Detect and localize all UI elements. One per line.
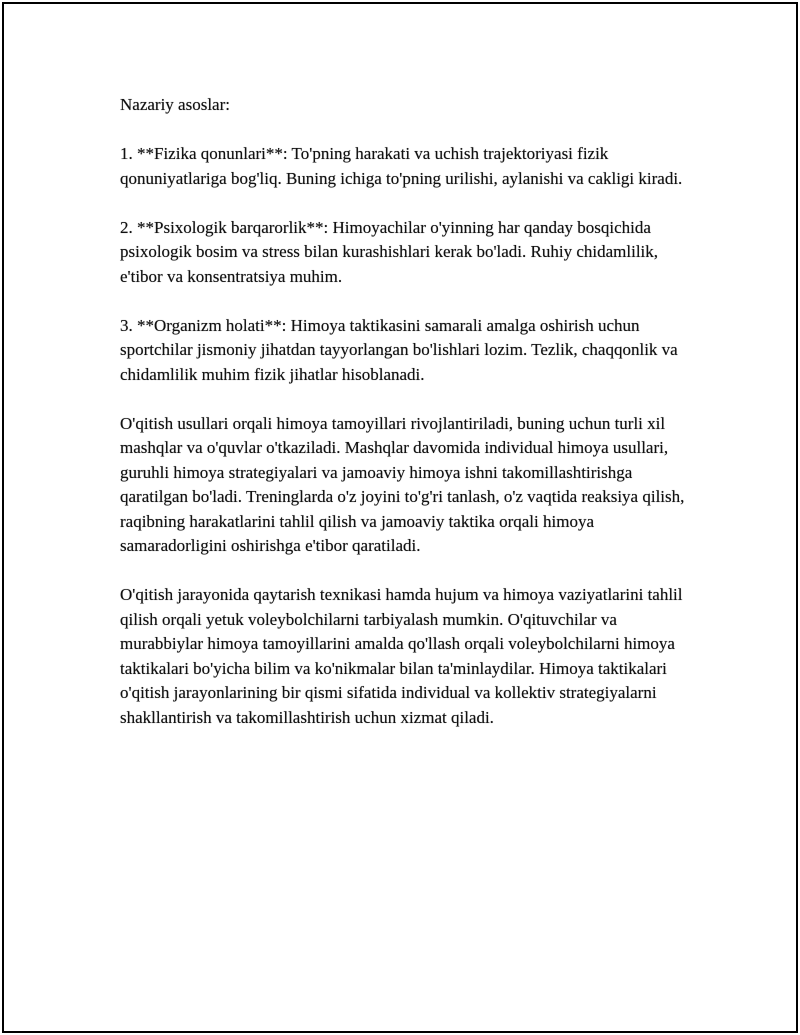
- paragraph-psychological-stability: 2. **Psixologik barqarorlik**: Himoyachilar o'yinning har qanday bosqichida psixologik bosim va stress bilan kurashishlari kerak bo'ladi. Ruhiy chidamlilik, e'tibor va konsentratsiya muhim.: [120, 217, 659, 286]
- paragraph-training-methods: O'qitish usullari orqali himoya tamoyillari rivojlantiriladi, buning uchun turli xil mashqlar va o'quvlar o'tkaziladi. Mashqlar davomida individual himoya usullari, guruhli himoya strategiyalari va jamoaviy himoya ishni takomillashtirishga qaratilgan bo'ladi. Treninglarda o'z joyini to'g'ri tanlash, o'z vaqtida reaksiya qilish, raqibning harakatlarini tahlil qilish va jamoaviy taktika orqali himoya samaradorligini oshirishga e'tibor qaratiladi.: [120, 413, 685, 555]
- paragraph-physics-laws: 1. **Fizika qonunlari**: To'pning harakati va uchish trajektoriyasi fizik qonuniyatlariga bog'liq. Buning ichiga to'pning urilishi, aylanishi va cakligi kiradi.: [120, 144, 683, 188]
- paragraph-training-process: O'qitish jarayonida qaytarish texnikasi hamda hujum va himoya vaziyatlarini tahlil qilish orqali yetuk voleybolchilarni tarbiyalash mumkin. O'qituvchilar va murabbiylar himoya tamoyillarini amalda qo'llash orqali voleybolchilarni himoya taktikalari bo'yicha bilim va ko'nikmalar bilan ta'minlaydilar. Himoya taktikalari o'qitish jarayonlarining bir qismi sifatida individual va kollektiv strategiyalarni shakllantirish va takomillashtirish uchun xizmat qiladi.: [120, 585, 683, 727]
- document-body: [120, 93, 700, 755]
- paragraph-body-condition: 3. **Organizm holati**: Himoya taktikasini samarali amalga oshirish uchun sportchilar jismoniy jihatdan tayyorlangan bo'lishlari lozim. Tezlik, chaqqonlik va chidamlilik muhim fizik jihatlar hisoblanadi.: [120, 315, 678, 384]
- document-heading: Nazariy asoslar:: [120, 95, 230, 114]
- document-page: [2, 2, 798, 1033]
